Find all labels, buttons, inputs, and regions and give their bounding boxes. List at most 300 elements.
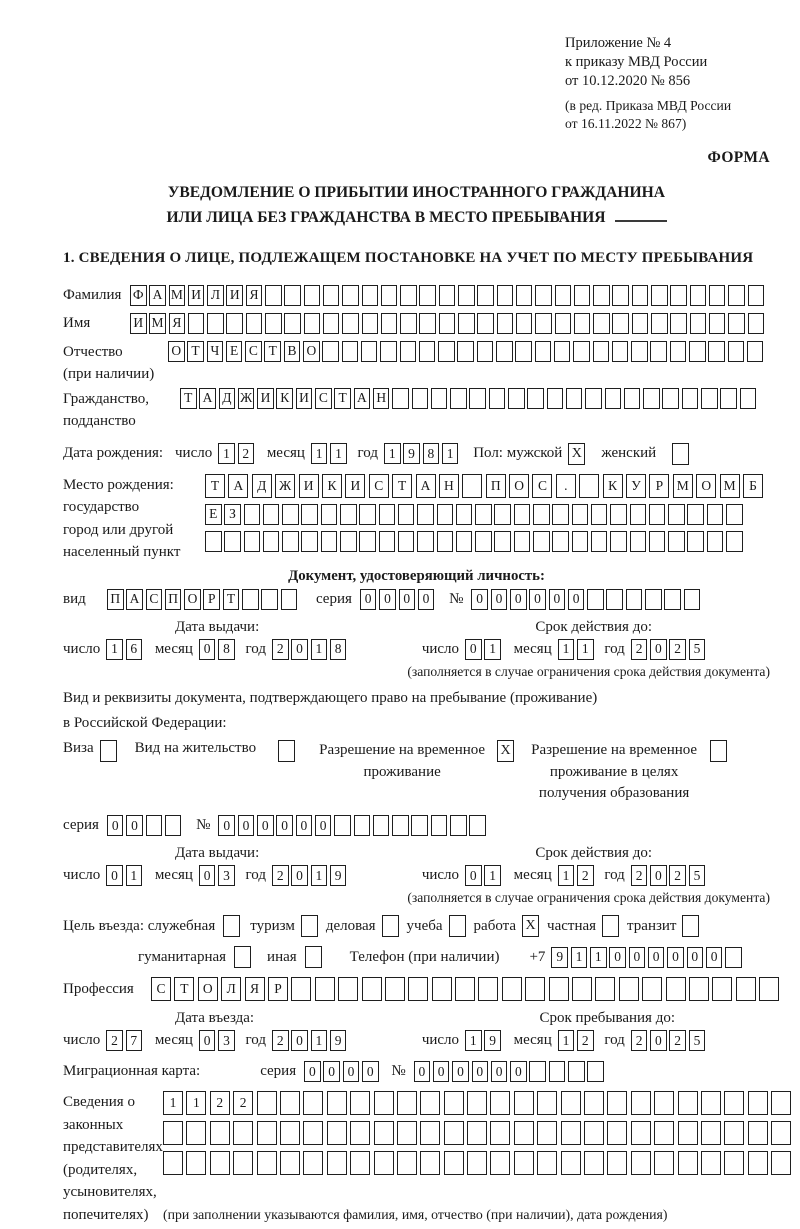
char-cell[interactable] [303,1121,323,1145]
char-cell[interactable]: 2 [272,1030,289,1051]
char-cell[interactable]: 5 [689,1030,706,1051]
char-cell[interactable] [707,531,724,552]
char-cell[interactable]: 1 [311,865,328,886]
char-cell[interactable]: Я [169,313,186,334]
char-cell[interactable] [684,589,701,610]
char-cell[interactable]: И [257,388,274,409]
char-cell[interactable] [748,1091,768,1115]
char-cell[interactable] [417,531,434,552]
residence-permit-checkbox[interactable] [278,740,295,762]
char-cell[interactable] [537,1151,557,1175]
char-cell[interactable] [489,388,506,409]
char-cell[interactable]: О [509,474,529,498]
char-cell[interactable]: 2 [272,639,289,660]
char-cell[interactable]: 2 [272,865,289,886]
char-cell[interactable] [561,1091,581,1115]
purpose-work-checkbox[interactable]: X [522,915,539,937]
char-cell[interactable]: П [165,589,182,610]
char-cell[interactable]: У [626,474,646,498]
char-cell[interactable] [397,1091,417,1115]
char-cell[interactable]: 0 [276,815,293,836]
char-cell[interactable]: 0 [510,1061,527,1082]
char-cell[interactable]: И [296,388,313,409]
char-cell[interactable]: 0 [106,865,123,886]
char-cell[interactable]: Я [245,977,265,1001]
char-cell[interactable]: 0 [199,865,216,886]
char-cell[interactable] [359,531,376,552]
char-cell[interactable]: 1 [163,1091,183,1115]
char-cell[interactable] [607,1151,627,1175]
char-cell[interactable] [514,1091,534,1115]
char-cell[interactable] [549,977,569,1001]
char-cell[interactable] [748,313,765,334]
char-cell[interactable]: И [188,285,205,306]
char-cell[interactable]: 1 [484,639,501,660]
char-cell[interactable]: 0 [360,589,377,610]
char-cell[interactable] [494,504,511,525]
char-cell[interactable]: Т [264,341,281,362]
char-cell[interactable] [374,1121,394,1145]
char-cell[interactable] [631,1121,651,1145]
char-cell[interactable] [478,977,498,1001]
char-cell[interactable] [574,285,591,306]
char-cell[interactable] [502,977,522,1001]
char-cell[interactable] [726,531,743,552]
char-cell[interactable] [359,504,376,525]
char-cell[interactable] [593,341,610,362]
char-cell[interactable] [456,531,473,552]
char-cell[interactable] [224,531,241,552]
char-cell[interactable] [771,1151,791,1175]
char-cell[interactable] [280,1151,300,1175]
char-cell[interactable] [595,977,615,1001]
char-cell[interactable] [455,977,475,1001]
char-cell[interactable] [606,589,623,610]
char-cell[interactable] [748,285,765,306]
char-cell[interactable] [374,1091,394,1115]
char-cell[interactable] [457,341,474,362]
char-cell[interactable] [467,1151,487,1175]
char-cell[interactable] [380,341,397,362]
char-cell[interactable]: Л [221,977,241,1001]
char-cell[interactable] [593,313,610,334]
char-cell[interactable] [670,341,687,362]
char-cell[interactable] [585,388,602,409]
char-cell[interactable] [535,313,552,334]
char-cell[interactable]: Д [252,474,272,498]
char-cell[interactable] [385,977,405,1001]
char-cell[interactable] [508,388,525,409]
char-cell[interactable] [431,388,448,409]
char-cell[interactable] [494,531,511,552]
char-cell[interactable]: 0 [452,1061,469,1082]
char-cell[interactable] [690,285,707,306]
char-cell[interactable] [748,1121,768,1145]
char-cell[interactable] [265,285,282,306]
char-cell[interactable] [207,313,224,334]
char-cell[interactable] [362,313,379,334]
char-cell[interactable]: 2 [669,865,686,886]
char-cell[interactable] [438,341,455,362]
char-cell[interactable]: А [199,388,216,409]
char-cell[interactable] [607,1091,627,1115]
char-cell[interactable] [631,1091,651,1115]
char-cell[interactable] [554,341,571,362]
char-cell[interactable]: 0 [629,947,646,968]
char-cell[interactable]: С [369,474,389,498]
char-cell[interactable]: 0 [126,815,143,836]
char-cell[interactable] [748,1151,768,1175]
char-cell[interactable]: М [169,285,186,306]
char-cell[interactable] [587,1061,604,1082]
char-cell[interactable]: К [322,474,342,498]
char-cell[interactable]: 3 [218,1030,235,1051]
purpose-business-checkbox[interactable] [382,915,399,937]
char-cell[interactable] [662,388,679,409]
char-cell[interactable]: Ч [207,341,224,362]
char-cell[interactable]: Р [649,474,669,498]
char-cell[interactable] [610,504,627,525]
char-cell[interactable]: П [107,589,124,610]
char-cell[interactable] [205,531,222,552]
char-cell[interactable]: 0 [568,589,585,610]
char-cell[interactable] [392,815,409,836]
char-cell[interactable] [315,977,335,1001]
char-cell[interactable] [244,531,261,552]
char-cell[interactable] [709,313,726,334]
char-cell[interactable] [724,1151,744,1175]
char-cell[interactable] [282,531,299,552]
char-cell[interactable] [591,504,608,525]
char-cell[interactable] [689,977,709,1001]
char-cell[interactable]: Ж [275,474,295,498]
char-cell[interactable] [242,589,259,610]
char-cell[interactable]: 0 [199,1030,216,1051]
char-cell[interactable] [165,815,182,836]
char-cell[interactable]: 0 [706,947,723,968]
char-cell[interactable] [610,531,627,552]
char-cell[interactable]: О [198,977,218,1001]
char-cell[interactable] [408,977,428,1001]
char-cell[interactable] [334,815,351,836]
char-cell[interactable] [654,1121,674,1145]
char-cell[interactable] [246,313,263,334]
char-cell[interactable] [188,313,205,334]
char-cell[interactable]: 1 [571,947,588,968]
char-cell[interactable] [670,313,687,334]
char-cell[interactable]: С [315,388,332,409]
char-cell[interactable] [497,285,514,306]
char-cell[interactable]: 0 [433,1061,450,1082]
char-cell[interactable]: 0 [465,639,482,660]
char-cell[interactable] [701,1091,721,1115]
char-cell[interactable] [444,1121,464,1145]
char-cell[interactable]: 0 [472,1061,489,1082]
char-cell[interactable]: 1 [442,443,459,464]
char-cell[interactable] [322,341,339,362]
char-cell[interactable]: 2 [631,639,648,660]
char-cell[interactable] [642,977,662,1001]
char-cell[interactable]: 1 [106,639,123,660]
char-cell[interactable] [535,341,552,362]
char-cell[interactable] [379,504,396,525]
char-cell[interactable]: 2 [210,1091,230,1115]
char-cell[interactable]: Н [439,474,459,498]
char-cell[interactable] [327,1121,347,1145]
char-cell[interactable]: 5 [689,865,706,886]
char-cell[interactable]: И [299,474,319,498]
char-cell[interactable] [678,1121,698,1145]
char-cell[interactable] [514,1151,534,1175]
char-cell[interactable]: Т [334,388,351,409]
char-cell[interactable] [687,531,704,552]
char-cell[interactable]: 2 [577,1030,594,1051]
char-cell[interactable]: 0 [471,589,488,610]
char-cell[interactable] [708,341,725,362]
char-cell[interactable] [432,977,452,1001]
char-cell[interactable] [668,531,685,552]
char-cell[interactable] [579,474,599,498]
char-cell[interactable] [362,285,379,306]
char-cell[interactable]: Т [205,474,225,498]
char-cell[interactable]: Р [203,589,220,610]
char-cell[interactable]: 0 [343,1061,360,1082]
char-cell[interactable]: Т [187,341,204,362]
visa-checkbox[interactable] [100,740,117,762]
char-cell[interactable] [631,1151,651,1175]
char-cell[interactable] [397,1151,417,1175]
char-cell[interactable] [304,313,321,334]
char-cell[interactable] [350,1151,370,1175]
char-cell[interactable] [561,1121,581,1145]
char-cell[interactable] [771,1091,791,1115]
char-cell[interactable] [709,285,726,306]
char-cell[interactable] [720,388,737,409]
char-cell[interactable]: 1 [218,443,235,464]
char-cell[interactable] [712,977,732,1001]
char-cell[interactable] [467,1091,487,1115]
char-cell[interactable]: Н [373,388,390,409]
purpose-other-checkbox[interactable] [305,946,322,968]
char-cell[interactable]: О [303,341,320,362]
char-cell[interactable] [462,474,482,498]
char-cell[interactable] [728,341,745,362]
char-cell[interactable] [612,285,629,306]
char-cell[interactable] [350,1121,370,1145]
char-cell[interactable] [740,388,757,409]
char-cell[interactable] [362,977,382,1001]
char-cell[interactable]: 0 [414,1061,431,1082]
char-cell[interactable] [456,504,473,525]
char-cell[interactable]: 0 [549,589,566,610]
char-cell[interactable] [650,341,667,362]
char-cell[interactable]: 0 [648,947,665,968]
char-cell[interactable]: . [556,474,576,498]
char-cell[interactable]: 0 [291,639,308,660]
char-cell[interactable] [572,977,592,1001]
char-cell[interactable]: Я [246,285,263,306]
char-cell[interactable] [477,285,494,306]
char-cell[interactable] [477,313,494,334]
char-cell[interactable]: 6 [126,639,143,660]
char-cell[interactable] [584,1091,604,1115]
char-cell[interactable] [280,1091,300,1115]
char-cell[interactable]: 0 [667,947,684,968]
char-cell[interactable] [374,1151,394,1175]
char-cell[interactable]: 1 [126,865,143,886]
sex-male-checkbox[interactable]: X [568,443,585,465]
char-cell[interactable]: И [226,285,243,306]
char-cell[interactable] [547,388,564,409]
char-cell[interactable]: А [354,388,371,409]
char-cell[interactable]: С [245,341,262,362]
char-cell[interactable] [728,285,745,306]
char-cell[interactable] [654,1091,674,1115]
char-cell[interactable] [321,504,338,525]
char-cell[interactable] [591,531,608,552]
char-cell[interactable] [568,1061,585,1082]
char-cell[interactable] [475,504,492,525]
char-cell[interactable]: 0 [291,1030,308,1051]
char-cell[interactable] [284,285,301,306]
char-cell[interactable] [163,1121,183,1145]
char-cell[interactable]: 2 [669,1030,686,1051]
char-cell[interactable] [398,531,415,552]
char-cell[interactable]: Е [205,504,222,525]
char-cell[interactable]: 2 [577,865,594,886]
char-cell[interactable] [467,1121,487,1145]
char-cell[interactable]: 0 [510,589,527,610]
char-cell[interactable]: 1 [465,1030,482,1051]
char-cell[interactable] [555,285,572,306]
char-cell[interactable]: 1 [186,1091,206,1115]
char-cell[interactable] [651,285,668,306]
char-cell[interactable] [654,1151,674,1175]
char-cell[interactable] [630,504,647,525]
char-cell[interactable]: С [146,589,163,610]
char-cell[interactable] [420,1151,440,1175]
char-cell[interactable] [412,388,429,409]
char-cell[interactable] [701,1121,721,1145]
char-cell[interactable] [340,531,357,552]
char-cell[interactable]: 5 [689,639,706,660]
char-cell[interactable]: 0 [650,639,667,660]
char-cell[interactable]: А [149,285,166,306]
char-cell[interactable] [233,1121,253,1145]
char-cell[interactable] [257,1121,277,1145]
char-cell[interactable]: Т [180,388,197,409]
char-cell[interactable]: 0 [257,815,274,836]
char-cell[interactable] [291,977,311,1001]
char-cell[interactable]: Ж [238,388,255,409]
char-cell[interactable] [572,531,589,552]
char-cell[interactable] [533,531,550,552]
char-cell[interactable] [321,531,338,552]
char-cell[interactable] [566,388,583,409]
char-cell[interactable]: 2 [106,1030,123,1051]
char-cell[interactable] [759,977,779,1001]
char-cell[interactable]: А [416,474,436,498]
char-cell[interactable] [701,388,718,409]
temp-residence-edu-checkbox[interactable] [710,740,727,762]
char-cell[interactable]: 1 [577,639,594,660]
char-cell[interactable] [682,388,699,409]
char-cell[interactable] [514,504,531,525]
char-cell[interactable]: Ф [130,285,147,306]
char-cell[interactable] [728,313,745,334]
char-cell[interactable] [747,341,764,362]
char-cell[interactable]: 0 [529,589,546,610]
char-cell[interactable] [281,589,298,610]
char-cell[interactable] [612,341,629,362]
char-cell[interactable]: Д [219,388,236,409]
char-cell[interactable]: И [130,313,147,334]
char-cell[interactable] [533,504,550,525]
char-cell[interactable] [323,285,340,306]
char-cell[interactable] [257,1091,277,1115]
char-cell[interactable] [552,504,569,525]
char-cell[interactable]: 9 [330,1030,347,1051]
char-cell[interactable] [210,1121,230,1145]
char-cell[interactable] [210,1151,230,1175]
char-cell[interactable] [342,313,359,334]
char-cell[interactable]: 0 [296,815,313,836]
char-cell[interactable] [439,285,456,306]
char-cell[interactable] [398,504,415,525]
char-cell[interactable]: 7 [126,1030,143,1051]
char-cell[interactable] [701,1151,721,1175]
char-cell[interactable]: С [151,977,171,1001]
char-cell[interactable] [736,977,756,1001]
char-cell[interactable] [666,977,686,1001]
char-cell[interactable]: 8 [330,639,347,660]
char-cell[interactable]: И [345,474,365,498]
char-cell[interactable]: 9 [330,865,347,886]
char-cell[interactable] [477,341,494,362]
char-cell[interactable]: 0 [291,865,308,886]
char-cell[interactable] [284,313,301,334]
char-cell[interactable]: 1 [590,947,607,968]
char-cell[interactable] [361,341,378,362]
char-cell[interactable] [514,531,531,552]
char-cell[interactable] [444,1151,464,1175]
char-cell[interactable]: 0 [609,947,626,968]
char-cell[interactable]: 9 [484,1030,501,1051]
char-cell[interactable]: 0 [362,1061,379,1082]
char-cell[interactable]: 1 [311,443,328,464]
char-cell[interactable] [584,1151,604,1175]
char-cell[interactable] [490,1151,510,1175]
char-cell[interactable] [419,313,436,334]
char-cell[interactable] [612,313,629,334]
char-cell[interactable] [420,1091,440,1115]
char-cell[interactable] [668,504,685,525]
char-cell[interactable] [587,589,604,610]
char-cell[interactable] [605,388,622,409]
char-cell[interactable]: 0 [304,1061,321,1082]
char-cell[interactable] [301,504,318,525]
char-cell[interactable] [555,313,572,334]
char-cell[interactable] [497,313,514,334]
char-cell[interactable] [420,1121,440,1145]
char-cell[interactable] [263,504,280,525]
char-cell[interactable] [525,977,545,1001]
char-cell[interactable] [437,504,454,525]
char-cell[interactable]: 0 [650,1030,667,1051]
purpose-transit-checkbox[interactable] [682,915,699,937]
char-cell[interactable]: 0 [687,947,704,968]
char-cell[interactable]: М [149,313,166,334]
